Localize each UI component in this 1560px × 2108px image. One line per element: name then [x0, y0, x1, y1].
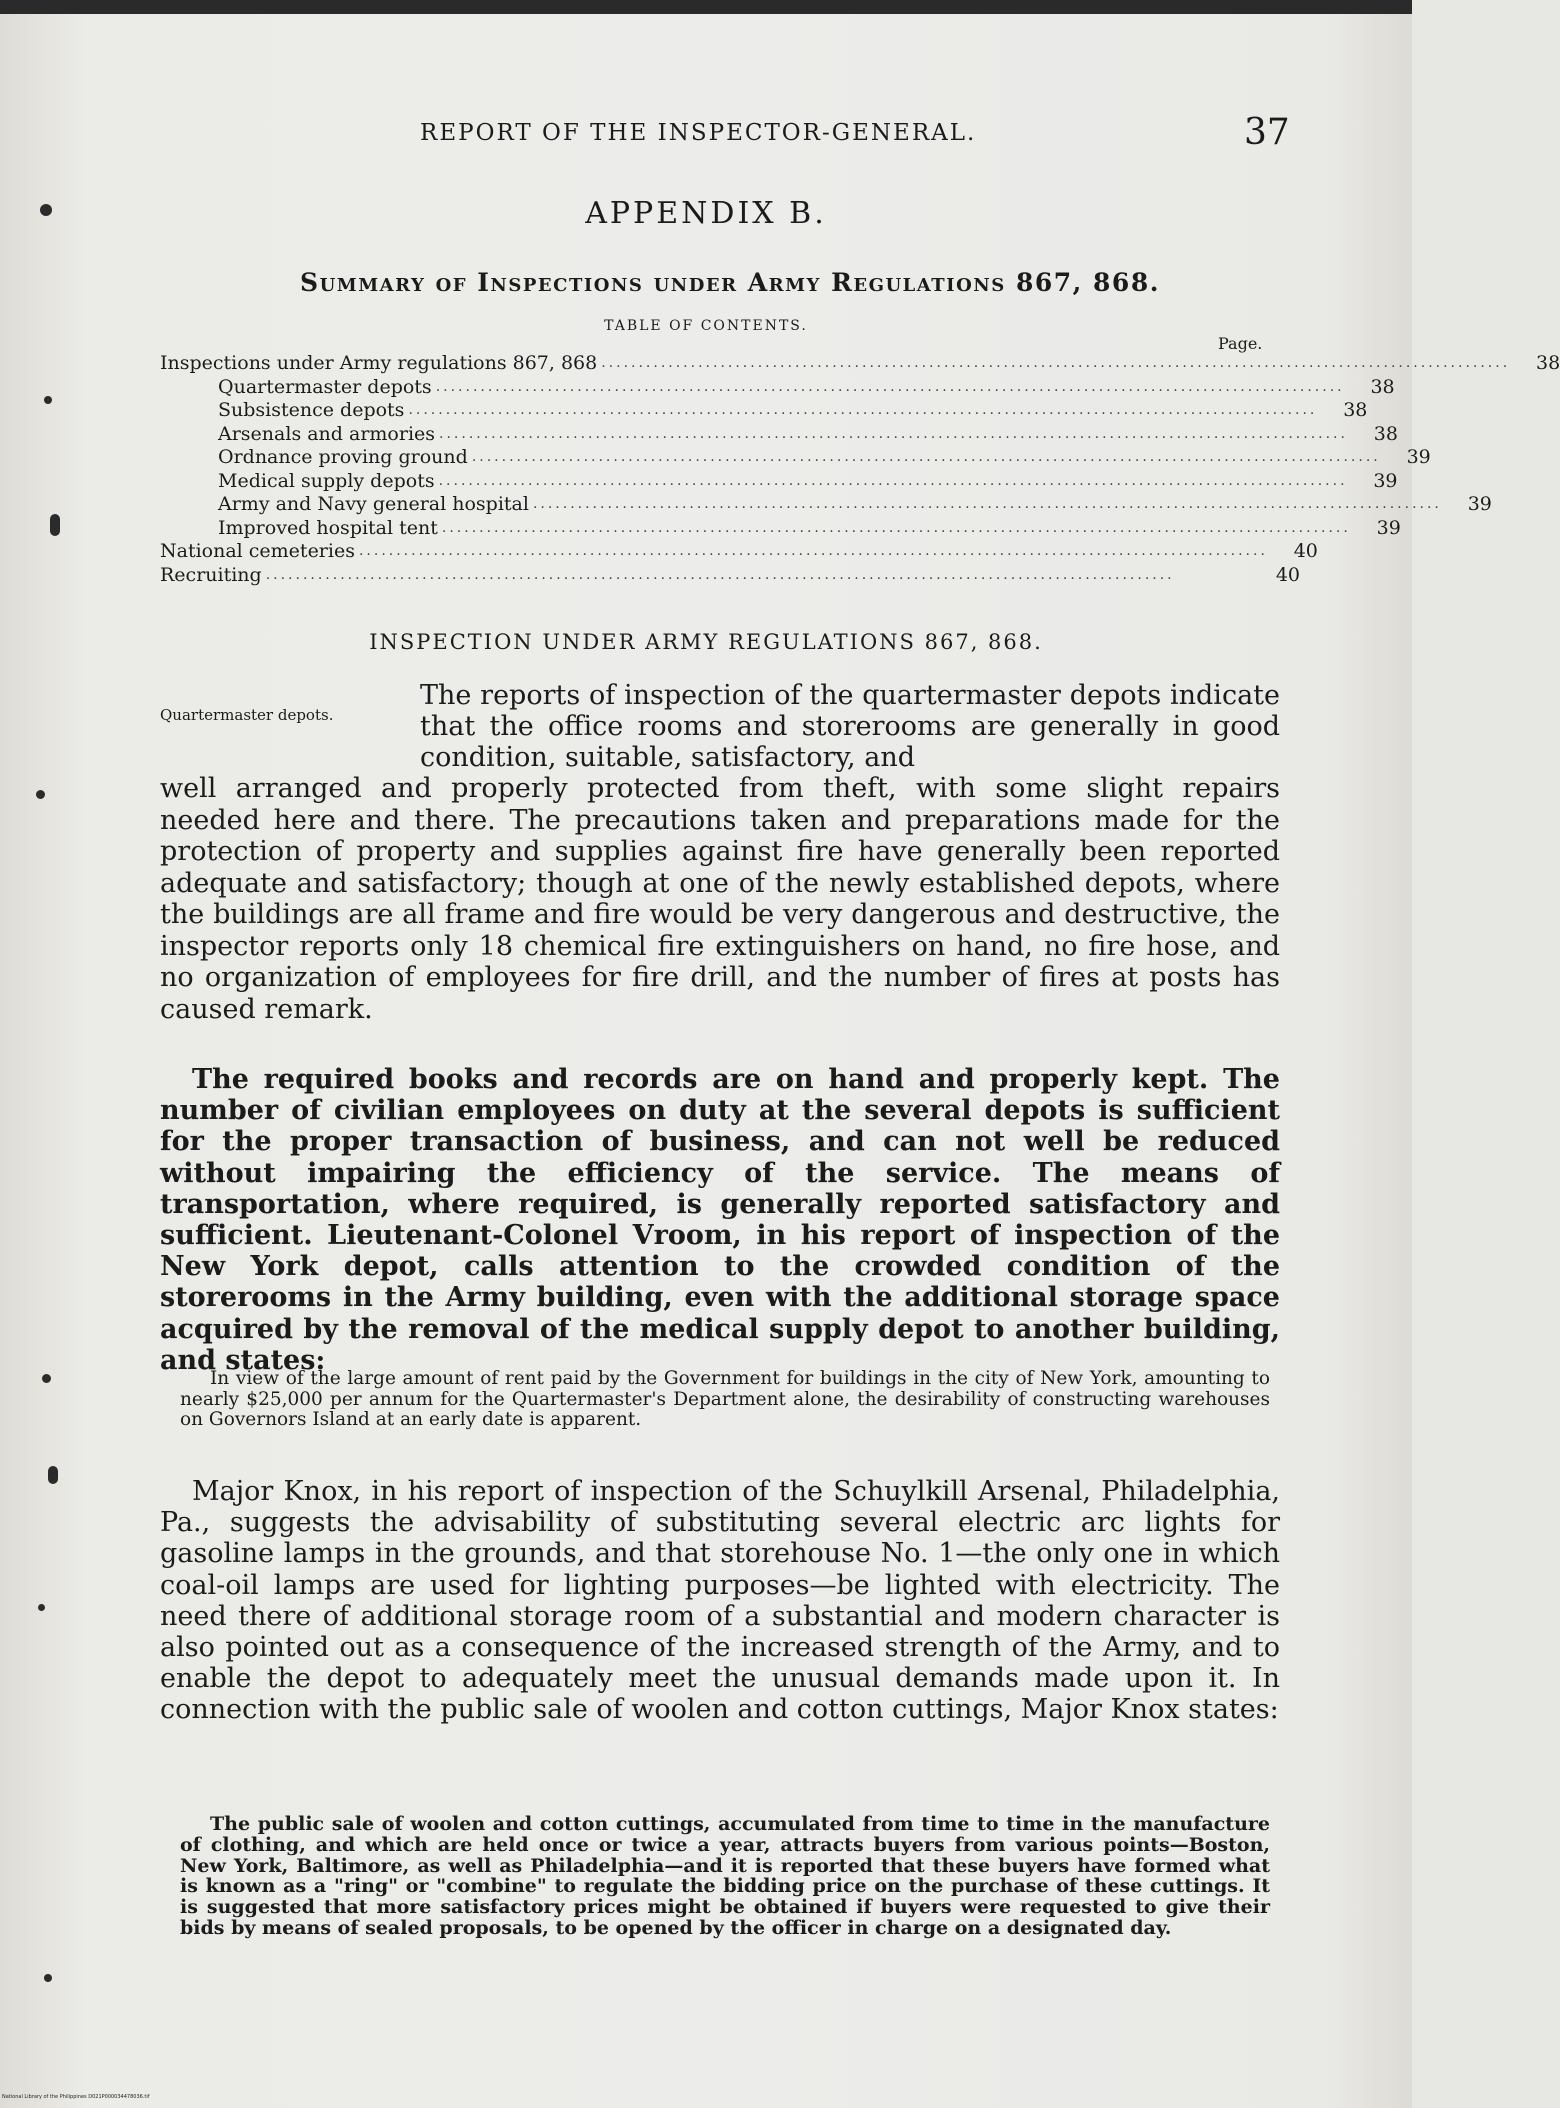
- toc-entry-label: Medical supply depots: [218, 469, 435, 492]
- block-quote-2: The public sale of woolen and cotton cuttings, accumulated from time to time in the manufacture of clothing, and which are held once or twice a year, attracts buyers from various points—Boston, New York, Baltimore, as well as Philadelphia—and it is reported that these buyers have formed what is known as a "ring" or "combine" to regulate the bidding price on the purchase of these cuttings. It is suggested that more satisfactory prices might be obtained if buyers were requested to give their bids by means of sealed proposals, to be opened by the officer in charge on a designated day.: [180, 1813, 1270, 1939]
- toc-entry-label: Subsistence depots: [218, 399, 405, 421]
- toc-entry-label: Inspections under Army regulations 867, 868: [160, 352, 598, 374]
- toc-entry-page: 39: [1376, 516, 1401, 539]
- binding-hole-mark: [42, 1374, 51, 1383]
- binding-hole-mark: [36, 790, 45, 799]
- toc-entry-page: 39: [1467, 493, 1492, 515]
- margin-note: Quartermaster depots.: [160, 706, 334, 724]
- toc-entry-page: 39: [1373, 469, 1398, 492]
- toc-title: TABLE OF CONTENTS.: [604, 318, 808, 334]
- toc-leader-dots: ..........................................................................................................................: [471, 449, 1381, 465]
- toc-entry-label: Improved hospital tent: [218, 516, 438, 539]
- toc-entry-page: 39: [1406, 446, 1431, 468]
- block-quote-1: In view of the large amount of rent paid by the Government for buildings in the city of New York, amounting to nearly $25,000 per annum for the Quartermaster's Department alone, the desirability of constructing warehouses on Governors Island at an early date is apparent.: [180, 1368, 1270, 1430]
- toc-entry: [160, 516, 1401, 541]
- binding-hole-mark: [50, 514, 60, 536]
- binding-hole-mark: [44, 1974, 52, 1982]
- toc-leader-dots: ..........................................................................................................................: [265, 566, 1175, 583]
- toc-leader-dots: ..........................................................................................................................: [435, 378, 1345, 395]
- paragraph-1-continuation: well arranged and properly protected from theft, with some slight repairs needed here and there. The precautions taken and preparations made for the protection of property and supplies against fire have generally been reported adequate and satisfactory; though at one of the newly established depots, where the buildings are all frame and fire would be very dangerous and destructive, the inspector reports only 18 chemical fire extinguishers on hand, no fire hose, and no organization of employees for fire drill, and the number of fires at posts has caused remark.: [160, 773, 1280, 1025]
- toc-entry-page: 40: [1275, 563, 1300, 586]
- summary-title: Summary of Inspections under Army Regulations 867, 868.: [300, 268, 1160, 297]
- toc-entry: [160, 446, 1431, 470]
- toc-entry-label: Quartermaster depots: [218, 375, 432, 398]
- toc-entry-label: Recruiting: [160, 563, 262, 586]
- toc-leader-dots: ..........................................................................................................................: [358, 543, 1268, 559]
- toc-entry: [160, 540, 1318, 564]
- paragraph-3: Major Knox, in his report of inspection of the Schuylkill Arsenal, Philadelphia, Pa., suggests the advisability of substituting several electric arc lights for gasoline lamps in the grounds, and that storehouse No. 1—the only one in which coal-oil lamps are used for lighting purposes—be lighted with electricity. The need there of additional storage room of a substantial and modern character is also pointed out as a consequence of the increased strength of the Army, and to enable the depot to adequately meet the unusual demands made upon it. In connection with the public sale of woolen and cotton cuttings, Major Knox states:: [160, 1476, 1280, 1726]
- toc-entry-label: Arsenals and armories: [218, 422, 436, 445]
- toc-entry: [160, 375, 1395, 400]
- toc-entry-label: Army and Navy general hospital: [218, 493, 529, 515]
- scan-top-edge: [0, 0, 1412, 14]
- table-of-contents: [160, 352, 1560, 587]
- toc-leader-dots: ..........................................................................................................................: [532, 496, 1442, 512]
- paragraph-2: The required books and records are on hand and properly kept. The number of civilian employees on duty at the several depots is sufficient for the proper transaction of business, and can not well be reduced without impairing the efficiency of the service. The means of transportation, where required, is generally reported satisfactory and sufficient. Lieutenant-Colonel Vroom, in his report of inspection of the New York depot, calls attention to the crowded condition of the storerooms in the Army building, even with the additional storage space acquired by the removal of the medical supply depot to another building, and states:: [160, 1064, 1280, 1376]
- scan-footer-stamp: National Library of the Philippines D021P000034478036.tif: [2, 2094, 150, 2100]
- toc-entry-page: 38: [1370, 375, 1395, 398]
- toc-leader-dots: ..........................................................................................................................: [408, 402, 1318, 418]
- binding-hole-mark: [38, 1604, 45, 1611]
- toc-entry-page: 38: [1343, 399, 1368, 421]
- toc-entry: [160, 564, 1300, 588]
- toc-entry-label: National cemeteries: [160, 540, 355, 562]
- paragraph-1-opening: The reports of inspection of the quartermaster depots indicate that the office rooms and storerooms are generally in good condition, suitable, satisfactory, and: [420, 680, 1280, 773]
- toc-entry-page: 38: [1373, 422, 1398, 445]
- toc-entry-page: 38: [1535, 352, 1560, 374]
- running-head: REPORT OF THE INSPECTOR-GENERAL.: [420, 120, 977, 146]
- toc-entry: [160, 469, 1398, 494]
- toc-entry: [160, 399, 1368, 423]
- toc-entry: [160, 422, 1398, 447]
- page-header: [0, 112, 1412, 160]
- toc-page-heading: Page.: [1218, 334, 1263, 353]
- toc-entry: [160, 493, 1492, 517]
- binding-hole-mark: [48, 1466, 58, 1484]
- toc-entry-label: Ordnance proving ground: [218, 446, 468, 468]
- page-number: 37: [1244, 112, 1290, 153]
- section-heading: INSPECTION UNDER ARMY REGULATIONS 867, 868.: [369, 630, 1043, 654]
- toc-leader-dots: ..........................................................................................................................: [438, 472, 1348, 489]
- toc-leader-dots: ..........................................................................................................................: [601, 355, 1511, 371]
- toc-leader-dots: ..........................................................................................................................: [439, 425, 1348, 442]
- toc-leader-dots: ..........................................................................................................................: [441, 519, 1351, 536]
- appendix-title: APPENDIX B.: [585, 196, 827, 231]
- toc-entry-page: 40: [1293, 540, 1318, 562]
- toc-entry: [160, 352, 1560, 376]
- binding-hole-mark: [44, 396, 52, 404]
